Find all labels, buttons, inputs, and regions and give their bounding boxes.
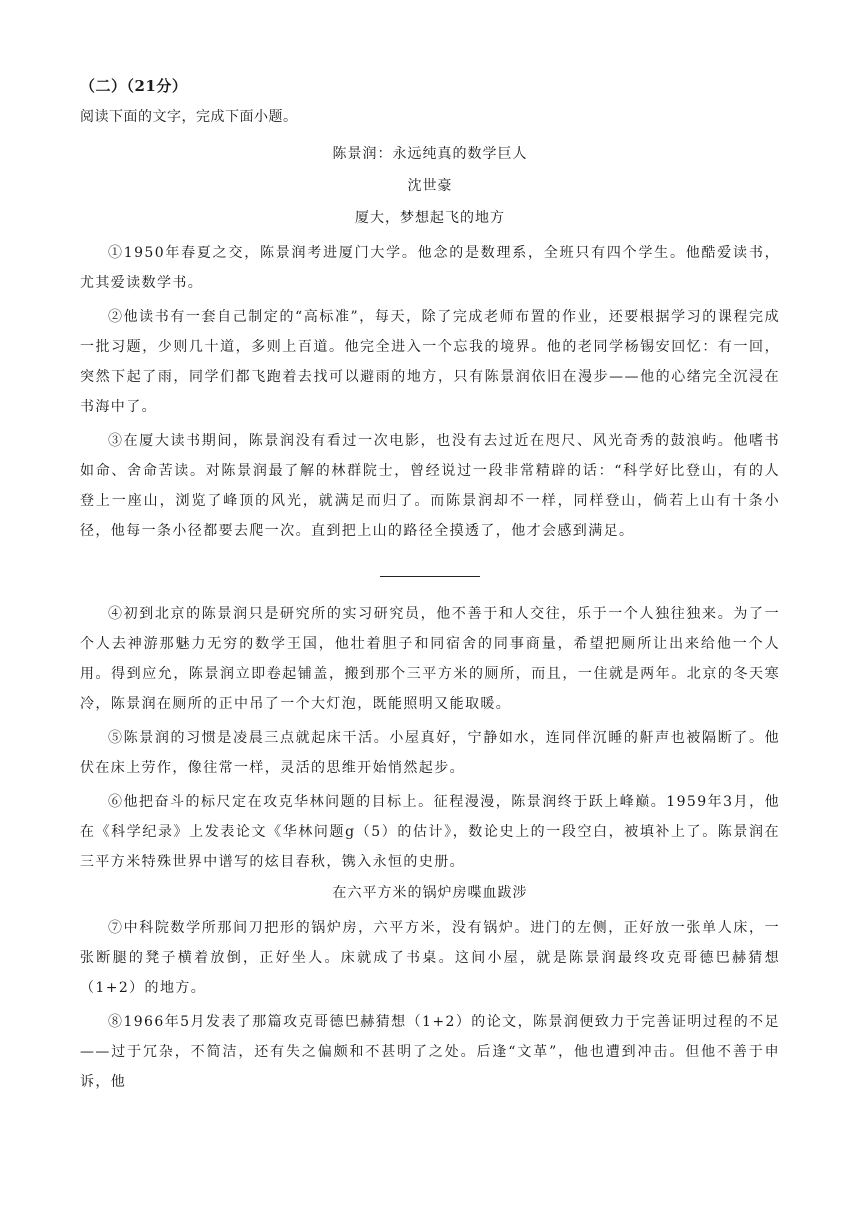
- subheading-1: 厦大，梦想起飞的地方: [355, 210, 505, 226]
- paragraph-1: ①1950年春夏之交，陈景润考进厦门大学。他念的是数理系，全班只有四个学生。他酷爱读书，尤其爱读数学书。: [80, 245, 780, 291]
- paragraph-6: ⑥他把奋斗的标尺定在攻克华林问题的目标上。征程漫漫，陈景润终于跃上峰巅。1959年3月，他在《科学纪录》上发表论文《华林问题g（5）的估计》，数论史上的一段空白，被填补上了。陈景润在三平方米特殊世界中谱写的炫目春秋，镌入永恒的史册。: [80, 794, 780, 870]
- document-page: [80, 68, 780, 1097]
- paragraph-5: ⑤陈景润的习惯是凌晨三点就起床干活。小屋真好，宁静如水，连同伴沉睡的鼾声也被隔断了。他伏在床上劳作，像往常一样，灵活的思维开始悄然起步。: [80, 730, 780, 776]
- article-title: 陈景润：永远纯真的数学巨人: [332, 146, 528, 162]
- article-author: 沈世豪: [407, 178, 453, 194]
- section-heading: （二）（21分）: [80, 77, 188, 95]
- fill-in-blank-line: [380, 576, 480, 577]
- paragraph-7: ⑦中科院数学所那间刀把形的锅炉房，六平方米，没有锅炉。进门的左侧，正好放一张单人床，一张断腿的凳子横着放倒，正好坐人。床就成了书桌。这间小屋，就是陈景润最终攻克哥德巴赫猜想（1+2）的地方。: [80, 920, 780, 996]
- paragraph-2: ②他读书有一套自己制定的“高标准”，每天，除了完成老师布置的作业，还要根据学习的课程完成一批习题，少则几十道，多则上百道。他完全进入一个忘我的境界。他的老同学杨锡安回忆：有一回，突然下起了雨，同学们都飞跑着去找可以避雨的地方，只有陈景润依旧在漫步——他的心绪完全沉浸在书海中了。: [80, 309, 780, 415]
- subheading-2: 在六平方米的锅炉房喋血跋涉: [332, 885, 528, 901]
- instruction-text: 阅读下面的文字，完成下面小题。: [80, 109, 298, 125]
- paragraph-3: ③在厦大读书期间，陈景润没有看过一次电影，也没有去过近在咫尺、风光奇秀的鼓浪屿。他嗜书如命、舍命苦读。对陈景润最了解的林群院士，曾经说过一段非常精辟的话：“科学好比登山，有的人登上一座山，浏览了峰顶的风光，就满足而归了。而陈景润却不一样，同样登山，倘若上山有十条小径，他每一条小径都要去爬一次。直到把上山的路径全摸透了，他才会感到满足。: [80, 433, 780, 539]
- paragraph-4: ④初到北京的陈景润只是研究所的实习研究员，他不善于和人交往，乐于一个人独往独来。为了一个人去神游那魅力无穷的数学王国，他壮着胆子和同宿舍的同事商量，希望把厕所让出来给他一个人用。得到应允，陈景润立即卷起铺盖，搬到那个三平方米的厕所，而且，一住就是两年。北京的冬天寒冷，陈景润在厕所的正中吊了一个大灯泡，既能照明又能取暖。: [80, 606, 780, 712]
- paragraph-8: ⑧1966年5月发表了那篇攻克哥德巴赫猜想（1+2）的论文，陈景润便致力于完善证明过程的不足——过于冗杂，不简洁，还有失之偏颇和不甚明了之处。后逢“文革”，他也遭到冲击。但他不善于申诉，他: [80, 1014, 780, 1090]
